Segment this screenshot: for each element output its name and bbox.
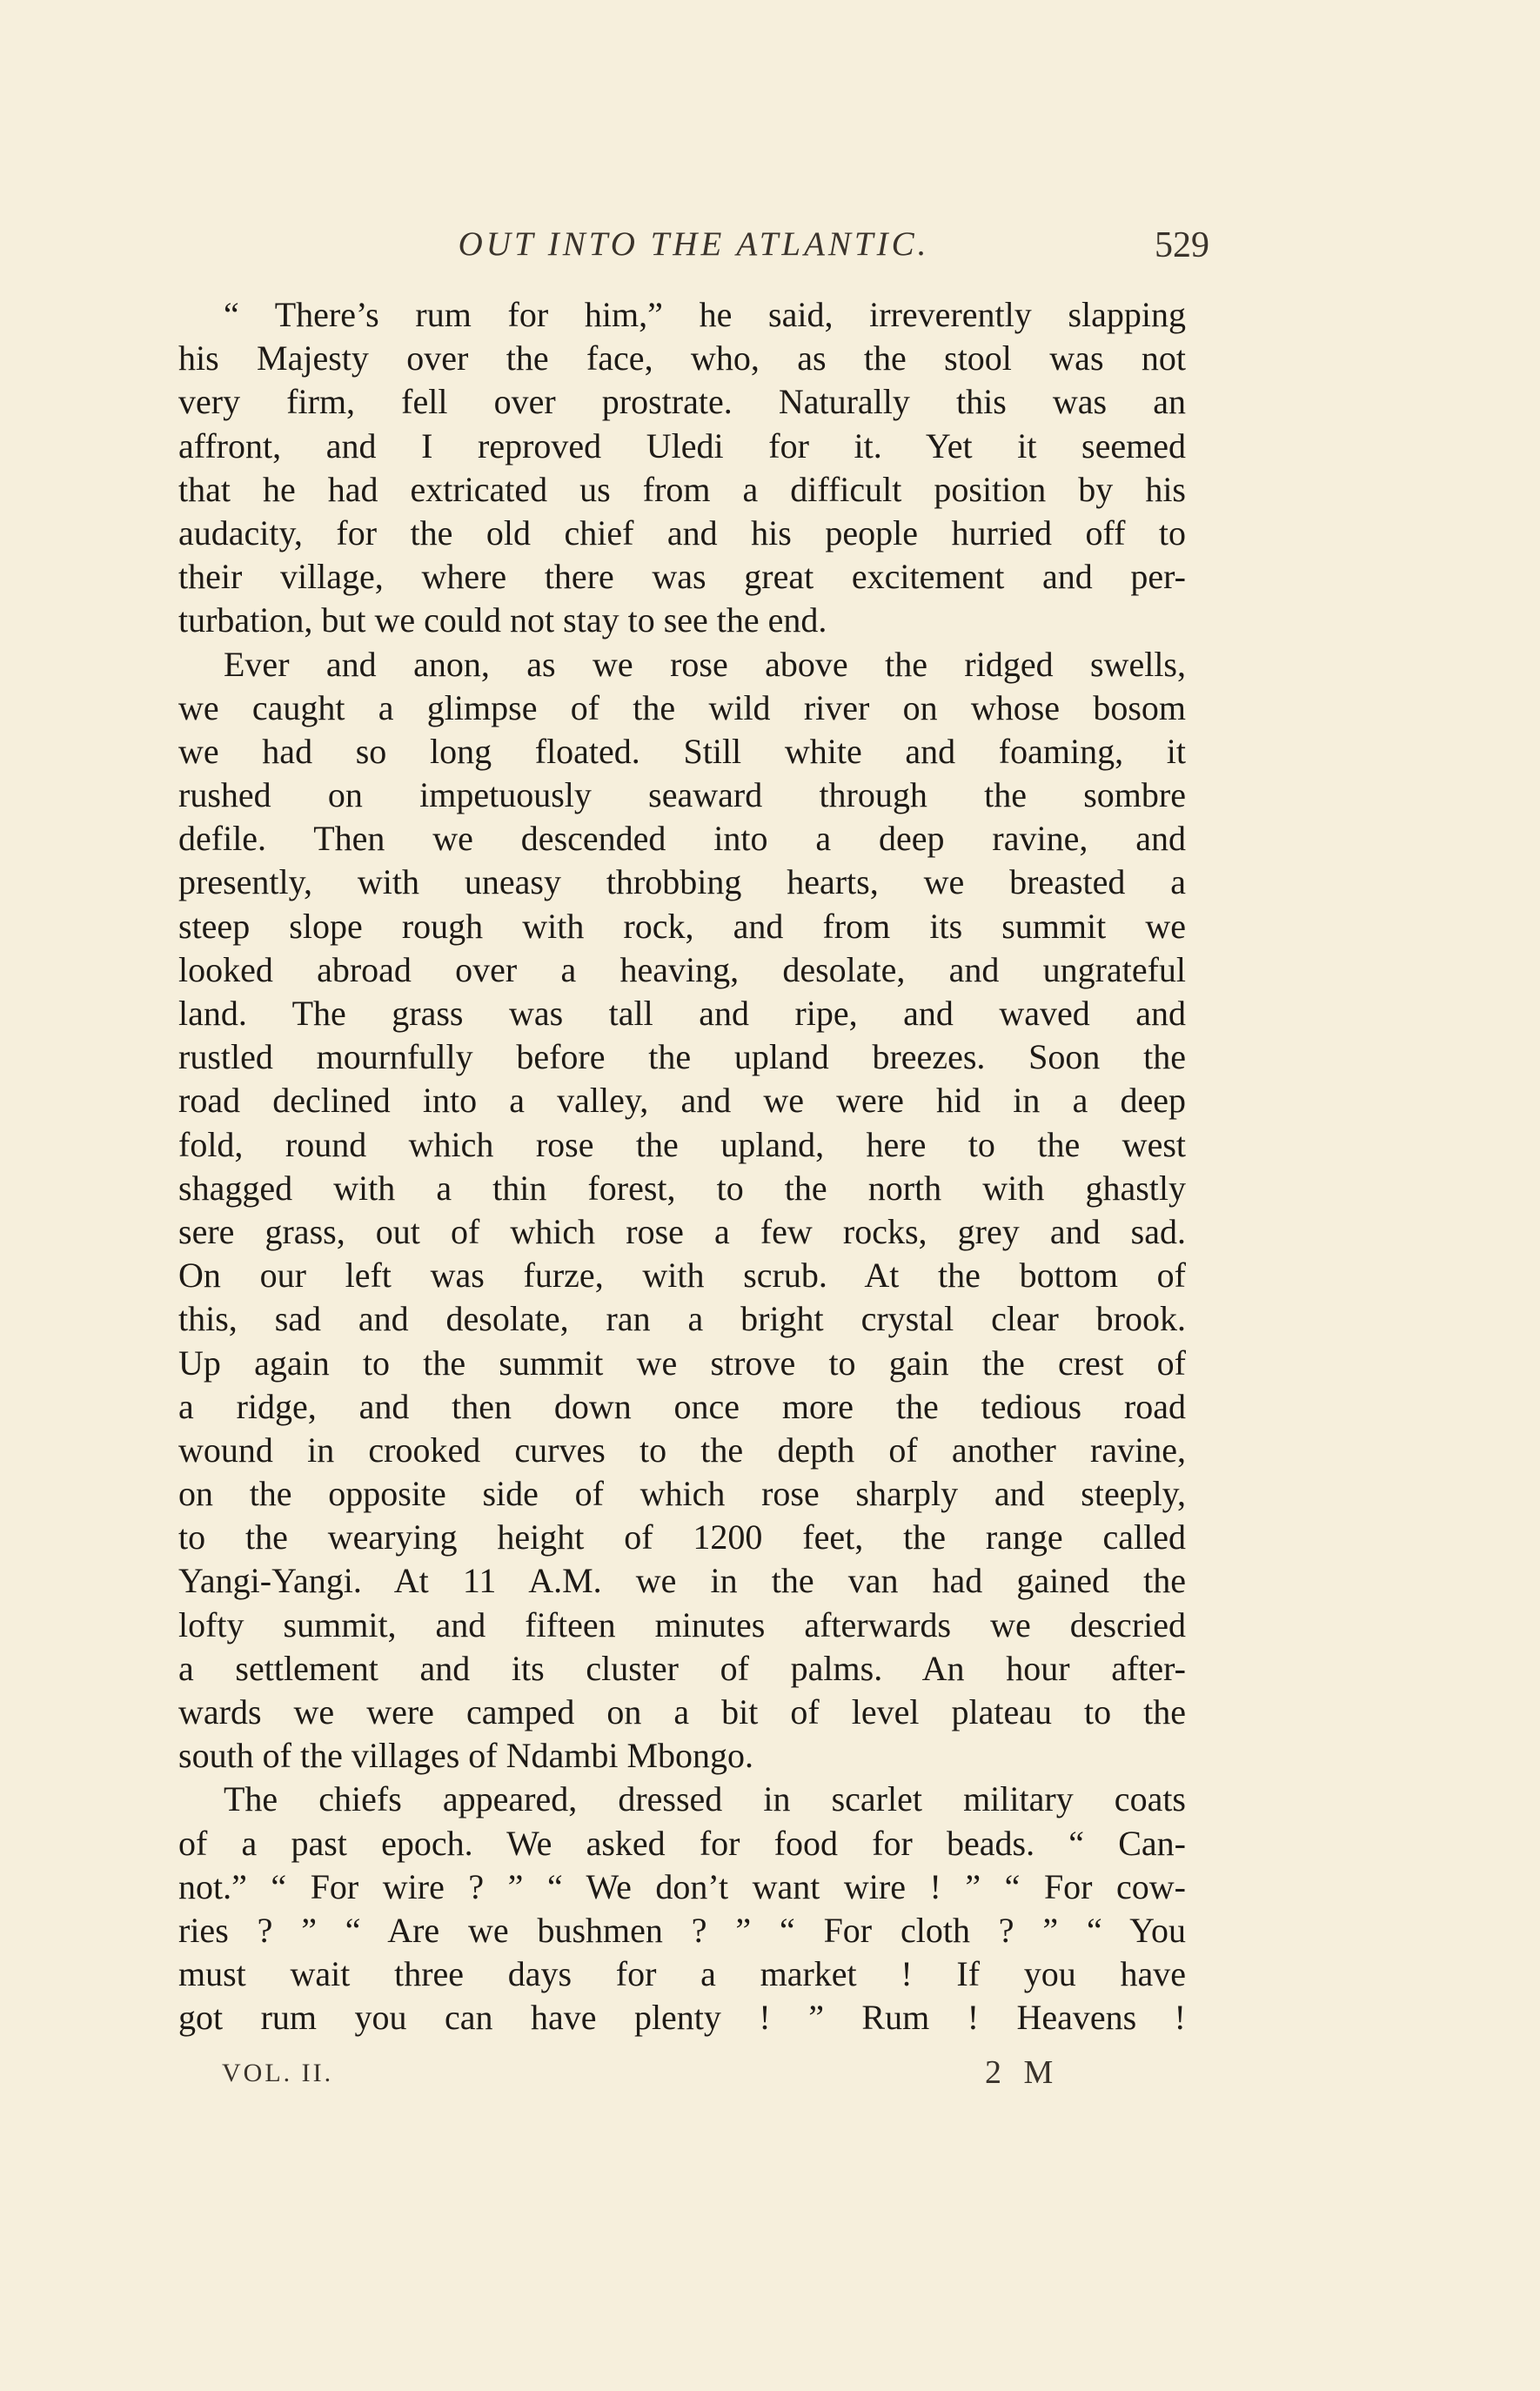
text-line: defile. Then we descended into a deep ravine, and <box>178 819 1186 859</box>
text-line: affront, and I reproved Uledi for it. Yet it seemed <box>178 425 1186 465</box>
text-line: a ridge, and then down once more the tedious road <box>178 1386 1186 1426</box>
text-line: to the wearying height of 1200 feet, the range called <box>178 1517 1186 1557</box>
text-line: The chiefs appeared, dressed in scarlet military coats <box>224 1779 1186 1819</box>
text-line: rustled mournfully before the upland breezes. Soon the <box>178 1037 1186 1077</box>
text-line: ries ? ” “ Are we bushmen ? ” “ For cloth ? ” “ You <box>178 1910 1186 1950</box>
text-line: their village, where there was great excitement and per- <box>178 557 1186 597</box>
text-line: Up again to the summit we strove to gain the crest of <box>178 1343 1186 1383</box>
text-line: got rum you can have plenty ! ” Rum ! Heavens ! <box>178 1998 1186 2038</box>
text-line: Yangi-Yangi. At 11 A.M. we in the van had gained the <box>178 1561 1186 1601</box>
text-line: Ever and anon, as we rose above the ridged swells, <box>224 644 1186 684</box>
text-line: land. The grass was tall and ripe, and waved and <box>178 994 1186 1033</box>
signature-mark: 2 M <box>985 2054 1061 2091</box>
text-line: wards we were camped on a bit of level plateau to the <box>178 1692 1186 1731</box>
text-line: very firm, fell over prostrate. Naturally this was an <box>178 382 1186 422</box>
text-line: lofty summit, and fifteen minutes afterwards we descried <box>178 1604 1186 1644</box>
running-title: OUT INTO THE ATLANTIC. <box>458 225 930 263</box>
text-line: turbation, but we could not stay to see the end. <box>178 600 827 640</box>
text-line: fold, round which rose the upland, here to the west <box>178 1124 1186 1164</box>
text-line: not.” “ For wire ? ” “ We don’t want wire ! ” “ For cow- <box>178 1866 1186 1906</box>
text-line: rushed on impetuously seaward through the sombre <box>178 775 1186 815</box>
text-line: on the opposite side of which rose sharply and steeply, <box>178 1474 1186 1514</box>
text-line: shagged with a thin forest, to the north with ghastly <box>178 1168 1186 1208</box>
text-line: must wait three days for a market ! If you have <box>178 1954 1186 1994</box>
text-line: audacity, for the old chief and his people hurried off to <box>178 512 1186 553</box>
text-line: sere grass, out of which rose a few rocks, grey and sad. <box>178 1211 1186 1251</box>
text-line: road declined into a valley, and we were hid in a deep <box>178 1081 1186 1121</box>
text-line: wound in crooked curves to the depth of another ravine, <box>178 1430 1186 1470</box>
text-line: “ There’s rum for him,” he said, irreverently slapping <box>224 295 1186 334</box>
text-line: his Majesty over the face, who, as the stool was not <box>178 338 1186 378</box>
text-line: presently, with uneasy throbbing hearts, we breasted a <box>178 862 1186 902</box>
page-number: 529 <box>1155 225 1209 265</box>
text-line: a settlement and its cluster of palms. An hour after- <box>178 1648 1186 1688</box>
text-line: steep slope rough with rock, and from its summit we <box>178 906 1186 946</box>
text-line: that he had extricated us from a difficult position by his <box>178 469 1186 509</box>
text-line: On our left was furze, with scrub. At the bottom of <box>178 1256 1186 1296</box>
body-text <box>178 293 1186 2040</box>
running-head <box>178 224 1209 277</box>
text-line: looked abroad over a heaving, desolate, and ungrateful <box>178 949 1186 989</box>
page-footer <box>222 2054 1075 2102</box>
text-line: of a past epoch. We asked for food for beads. “ Can- <box>178 1823 1186 1863</box>
volume-label: VOL. II. <box>222 2059 334 2087</box>
text-line: this, sad and desolate, ran a bright crystal clear brook. <box>178 1299 1186 1339</box>
text-line: we caught a glimpse of the wild river on whose bosom <box>178 687 1186 727</box>
text-line: south of the villages of Ndambi Mbongo. <box>178 1736 754 1776</box>
text-line: we had so long floated. Still white and foaming, it <box>178 731 1186 771</box>
